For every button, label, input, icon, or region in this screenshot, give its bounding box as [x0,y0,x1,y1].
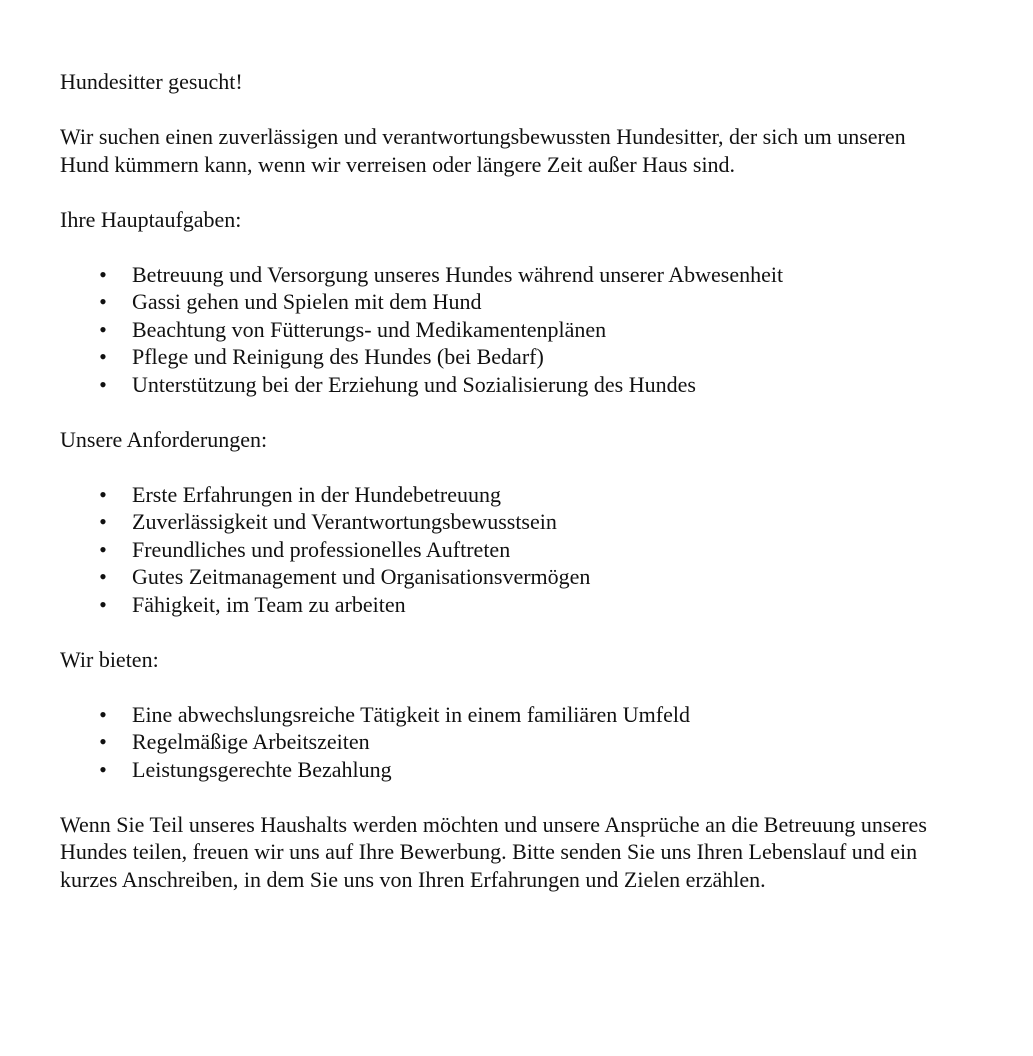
list-item [60,288,973,316]
closing-paragraph: Wenn Sie Teil unseres Haushalts werden möchten und unsere Ansprüche an die Betreuung unseres Hundes teilen, freuen wir uns auf Ihre Bewerbung. Bitte senden Sie uns Ihren Lebenslauf und ein kurzes Anschreiben, in dem Sie uns von Ihren Erfahrungen und Zielen erzählen. [60,811,927,892]
bullet-icon: • [99,371,107,397]
document-title: Hundesitter gesucht! [60,69,243,94]
list-item-text: Freundliches und professionelles Auftreten [132,536,511,562]
list-item-text: Gassi gehen und Spielen mit dem Hund [132,289,482,314]
list-item-text: Fähigkeit, im Team zu arbeiten [132,591,406,617]
list-item [60,591,973,619]
section-heading-tasks: Ihre Hauptaufgaben: [60,206,242,232]
bullet-icon: • [99,481,107,507]
list-item [60,261,973,289]
bullet-icon: • [99,344,107,369]
intro-paragraph: Wir suchen einen zuverlässigen und verantwortungsbewussten Hundesitter, der sich um unseren Hund kümmern kann, wenn wir verreisen oder längere Zeit außer Haus sind. [60,124,906,177]
bullet-icon: • [99,261,107,287]
section-heading-requirements: Unsere Anforderungen: [60,426,268,452]
list-item-text: Zuverlässigkeit und Verantwortungsbewusstsein [132,509,557,534]
bullet-icon: • [99,316,107,342]
list-item [60,508,973,536]
section-heading-offer: Wir bieten: [60,646,159,672]
list-item [60,756,973,784]
list-item-text: Leistungsgerechte Bezahlung [132,756,392,782]
list-item [60,701,973,729]
list-item-text: Gutes Zeitmanagement und Organisationsvermögen [132,564,591,589]
bullet-icon: • [99,536,107,562]
list-item [60,563,973,591]
bullet-icon: • [99,509,107,534]
offer-list [60,701,973,784]
bullet-icon: • [99,701,107,727]
bullet-icon: • [99,289,107,314]
list-item-text: Erste Erfahrungen in der Hundebetreuung [132,481,501,507]
list-item-text: Regelmäßige Arbeitszeiten [132,729,370,754]
list-item [60,343,973,371]
list-item-text: Beachtung von Fütterungs- und Medikamentenplänen [132,316,607,342]
bullet-icon: • [99,756,107,782]
list-item-text: Unterstützung bei der Erziehung und Sozialisierung des Hundes [132,371,696,397]
bullet-icon: • [99,564,107,589]
list-item-text: Eine abwechslungsreiche Tätigkeit in einem familiären Umfeld [132,701,690,727]
bullet-icon: • [99,591,107,617]
tasks-list [60,261,973,399]
list-item [60,481,973,509]
bullet-icon: • [99,729,107,754]
list-item [60,371,973,399]
list-item [60,316,973,344]
requirements-list [60,481,973,619]
list-item [60,728,973,756]
list-item [60,536,973,564]
list-item-text: Betreuung und Versorgung unseres Hundes während unserer Abwesenheit [132,261,784,287]
list-item-text: Pflege und Reinigung des Hundes (bei Bedarf) [132,344,544,369]
